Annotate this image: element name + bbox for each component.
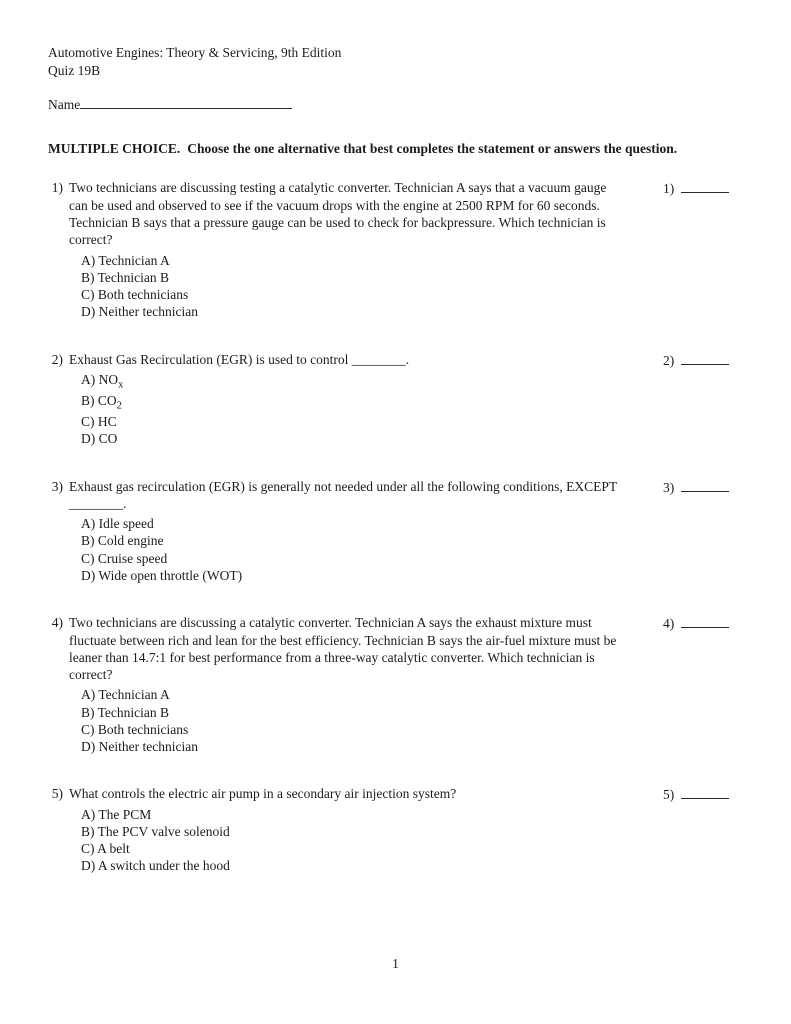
choice-label: A) NO xyxy=(81,371,119,387)
answer-blank[interactable] xyxy=(681,352,729,364)
choice-item xyxy=(81,704,627,721)
answer-blank[interactable] xyxy=(681,480,729,492)
question-main xyxy=(48,614,663,755)
answer-number: 3) xyxy=(663,479,675,495)
choice-label: C) Cruise speed xyxy=(81,550,168,566)
choice-label: D) Neither technician xyxy=(81,304,198,320)
name-blank[interactable] xyxy=(80,96,292,109)
choice-item xyxy=(81,550,627,567)
question-text: Two technicians are discussing testing a catalytic converter. Technician A says that a vacuum gauge can be used and observed to see if the vacuum drops with the engine at 2500 RPM for 60 seconds. Technician B says that a pressure gauge can be used to check for backpressure. Which technician is correct? xyxy=(69,180,607,248)
name-label: Name xyxy=(48,96,81,112)
choice-item xyxy=(81,857,627,874)
answer-area xyxy=(663,351,745,448)
question-number: 3) xyxy=(51,478,63,494)
choice-item xyxy=(81,413,627,430)
question-text-row xyxy=(48,785,627,802)
page-number: 1 xyxy=(392,956,399,971)
choice-list xyxy=(81,252,627,321)
choice-label: A) Technician A xyxy=(81,252,170,268)
choice-item xyxy=(81,269,627,286)
questions xyxy=(48,179,745,874)
answer-area xyxy=(663,478,745,585)
answer-number: 4) xyxy=(663,616,675,632)
choice-item xyxy=(81,823,627,840)
choice-label: B) The PCV valve solenoid xyxy=(81,823,230,839)
name-row xyxy=(48,96,745,113)
instructions-text: Choose the one alternative that best completes the statement or answers the question. xyxy=(187,140,678,156)
choice-item xyxy=(81,721,627,738)
choice-item xyxy=(81,303,627,320)
question-block xyxy=(48,614,745,755)
choice-item xyxy=(81,738,627,755)
question-number: 2) xyxy=(51,351,63,367)
choice-label: D) CO xyxy=(81,431,118,447)
choice-item xyxy=(81,392,627,413)
choice-item xyxy=(81,515,627,532)
answer-blank[interactable] xyxy=(681,616,729,628)
question-main xyxy=(48,351,663,448)
choice-label: D) A switch under the hood xyxy=(81,858,230,874)
question-block xyxy=(48,785,745,874)
choice-label: A) Technician A xyxy=(81,687,170,703)
question-text: Two technicians are discussing a catalytic converter. Technician A says the exhaust mixture must fluctuate between rich and lean for the best efficiency. Technician B says the air-fuel mixture must be leaner than 14.7:1 for best performance from a three-way catalytic converter. Which technician is correct? xyxy=(69,615,617,683)
choice-list xyxy=(81,806,627,875)
answer-area xyxy=(663,614,745,755)
question-block xyxy=(48,478,745,585)
answer-area xyxy=(663,179,745,320)
choice-label: C) HC xyxy=(81,414,117,430)
question-text: Exhaust Gas Recirculation (EGR) is used to control ________. xyxy=(69,351,410,367)
instructions xyxy=(48,140,745,158)
question-text-row xyxy=(48,478,627,513)
answer-area xyxy=(663,785,745,874)
question-main xyxy=(48,478,663,585)
question-block xyxy=(48,351,745,448)
choice-label: C) Both technicians xyxy=(81,721,189,737)
choice-label: A) Idle speed xyxy=(81,516,154,532)
choice-item xyxy=(81,840,627,857)
choice-label: B) Technician B xyxy=(81,704,170,720)
choice-item xyxy=(81,430,627,447)
answer-number: 2) xyxy=(663,352,675,368)
question-text-row xyxy=(48,179,627,248)
question-number: 5) xyxy=(51,786,63,802)
page-footer xyxy=(0,956,791,972)
question-main xyxy=(48,179,663,320)
choice-subscript: x xyxy=(118,379,124,391)
question-number: 1) xyxy=(51,180,63,196)
choice-label: B) CO xyxy=(81,393,117,408)
question-number: 4) xyxy=(51,615,63,631)
choice-subscript: 2 xyxy=(116,400,122,412)
choice-item xyxy=(81,567,627,584)
question-text-row xyxy=(48,614,627,683)
question-text-row xyxy=(48,351,627,368)
choice-item xyxy=(81,532,627,549)
answer-number: 5) xyxy=(663,787,675,803)
choice-label: B) Technician B xyxy=(81,269,170,285)
choice-label: D) Wide open throttle (WOT) xyxy=(81,568,243,584)
choice-item xyxy=(81,371,627,392)
answer-blank[interactable] xyxy=(681,787,729,799)
answer-number: 1) xyxy=(663,181,675,197)
choice-item xyxy=(81,286,627,303)
choice-label: A) The PCM xyxy=(81,806,152,822)
question-text: Exhaust gas recirculation (EGR) is generally not needed under all the following conditions, EXCEPT ________. xyxy=(69,478,617,511)
choice-item xyxy=(81,252,627,269)
choice-list xyxy=(81,686,627,755)
choice-label: B) Cold engine xyxy=(81,533,164,549)
instructions-lead: MULTIPLE CHOICE. xyxy=(48,140,181,156)
choice-label: D) Neither technician xyxy=(81,739,198,755)
book-title: Automotive Engines: Theory & Servicing, 9th Edition xyxy=(48,45,342,60)
choice-list xyxy=(81,515,627,584)
choice-item xyxy=(81,806,627,823)
question-text: What controls the electric air pump in a secondary air injection system? xyxy=(69,786,457,802)
question-block xyxy=(48,179,745,320)
choice-label: C) A belt xyxy=(81,841,130,857)
question-main xyxy=(48,785,663,874)
answer-blank[interactable] xyxy=(681,181,729,193)
choice-item xyxy=(81,686,627,703)
quiz-title: Quiz 19B xyxy=(48,62,101,78)
document-header xyxy=(48,44,745,79)
choice-list xyxy=(81,371,627,448)
choice-label: C) Both technicians xyxy=(81,287,189,303)
